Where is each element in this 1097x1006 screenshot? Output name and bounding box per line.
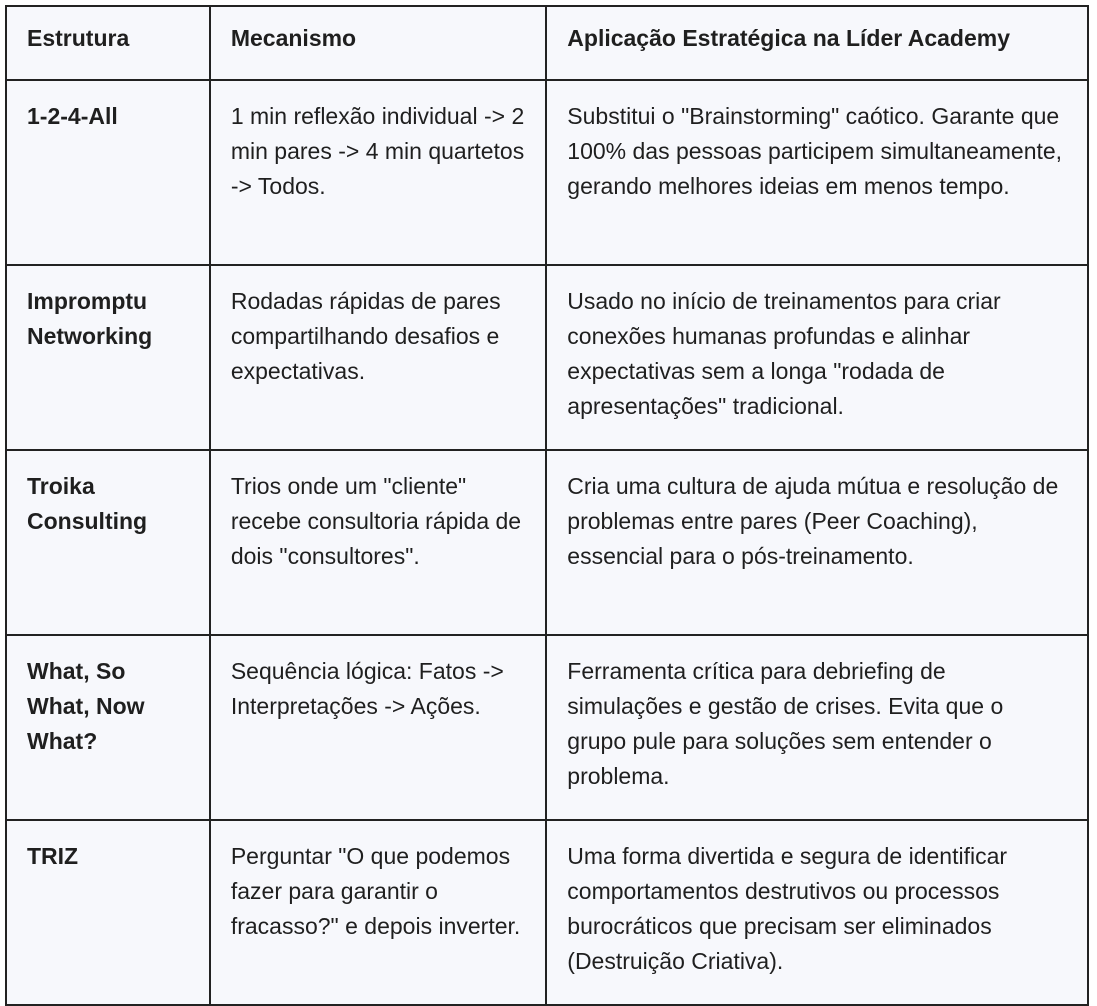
cell-aplicacao: Substitui o "Brainstorming" caótico. Garante que 100% das pessoas participem simultaneamente, gerando melhores ideias em menos tempo. [546,80,1088,265]
table-row [6,635,1088,820]
header-estrutura: Estrutura [6,6,210,80]
cell-aplicacao: Cria uma cultura de ajuda mútua e resolução de problemas entre pares (Peer Coaching), essencial para o pós-treinamento. [546,450,1088,635]
table-row [6,265,1088,450]
structures-table [5,5,1089,1006]
cell-estrutura: 1-2-4-All [6,80,210,265]
cell-mecanismo: Rodadas rápidas de pares compartilhando desafios e expectativas. [210,265,546,450]
cell-estrutura: Impromptu Networking [6,265,210,450]
header-mecanismo: Mecanismo [210,6,546,80]
cell-mecanismo: Perguntar "O que podemos fazer para garantir o fracasso?" e depois inverter. [210,820,546,1005]
cell-mecanismo: Sequência lógica: Fatos -> Interpretações -> Ações. [210,635,546,820]
cell-mecanismo: Trios onde um "cliente" recebe consultoria rápida de dois "consultores". [210,450,546,635]
table-row [6,80,1088,265]
table-row [6,820,1088,1005]
table-row [6,450,1088,635]
cell-aplicacao: Uma forma divertida e segura de identificar comportamentos destrutivos ou processos burocráticos que precisam ser eliminados (Destruição Criativa). [546,820,1088,1005]
cell-estrutura: What, So What, Now What? [6,635,210,820]
header-aplicacao: Aplicação Estratégica na Líder Academy [546,6,1088,80]
cell-estrutura: Troika Consulting [6,450,210,635]
header-row [6,6,1088,80]
cell-estrutura: TRIZ [6,820,210,1005]
cell-aplicacao: Usado no início de treinamentos para criar conexões humanas profundas e alinhar expectativas sem a longa "rodada de apresentações" tradicional. [546,265,1088,450]
cell-mecanismo: 1 min reflexão individual -> 2 min pares -> 4 min quartetos -> Todos. [210,80,546,265]
cell-aplicacao: Ferramenta crítica para debriefing de simulações e gestão de crises. Evita que o grupo pule para soluções sem entender o problema. [546,635,1088,820]
